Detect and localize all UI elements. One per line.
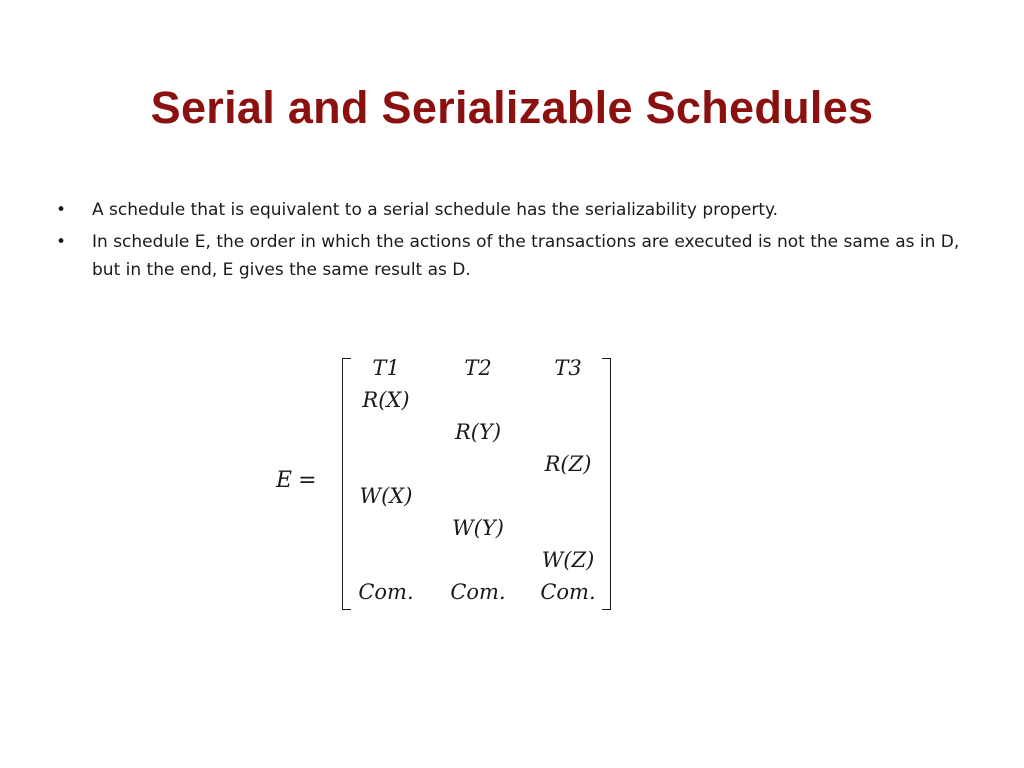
bullet-icon: • (56, 200, 67, 220)
bullet-icon: • (56, 232, 67, 252)
slide-title: Serial and Serializable Schedules (150, 82, 874, 133)
commit-t2: Com. (450, 580, 506, 604)
matrix-name: E (276, 468, 293, 493)
op-write-x: W(X) (359, 484, 413, 508)
op-write-y: W(Y) (452, 516, 504, 540)
op-write-z: W(Z) (541, 548, 595, 572)
bullet-list (54, 196, 974, 288)
header-t1: T1 (372, 356, 400, 380)
schedule-matrix (276, 352, 616, 614)
header-t2: T2 (464, 356, 492, 380)
matrix-lhs (276, 468, 317, 493)
op-read-y: R(Y) (454, 420, 502, 444)
right-bracket (602, 358, 611, 610)
equals-sign: = (298, 468, 317, 493)
bullet-item (54, 228, 974, 284)
bullet-text: A schedule that is equivalent to a serial schedule has the serializability property. (92, 200, 779, 220)
bullet-text: In schedule E, the order in which the actions of the transactions are executed is not the same as in D, but in the end, E gives the same result as D. (92, 232, 960, 280)
bullet-item (54, 196, 974, 224)
header-t3: T3 (554, 356, 582, 380)
commit-t1: Com. (358, 580, 414, 604)
commit-t3: Com. (540, 580, 596, 604)
op-read-x: R(X) (362, 388, 410, 412)
op-read-z: R(Z) (544, 452, 592, 476)
